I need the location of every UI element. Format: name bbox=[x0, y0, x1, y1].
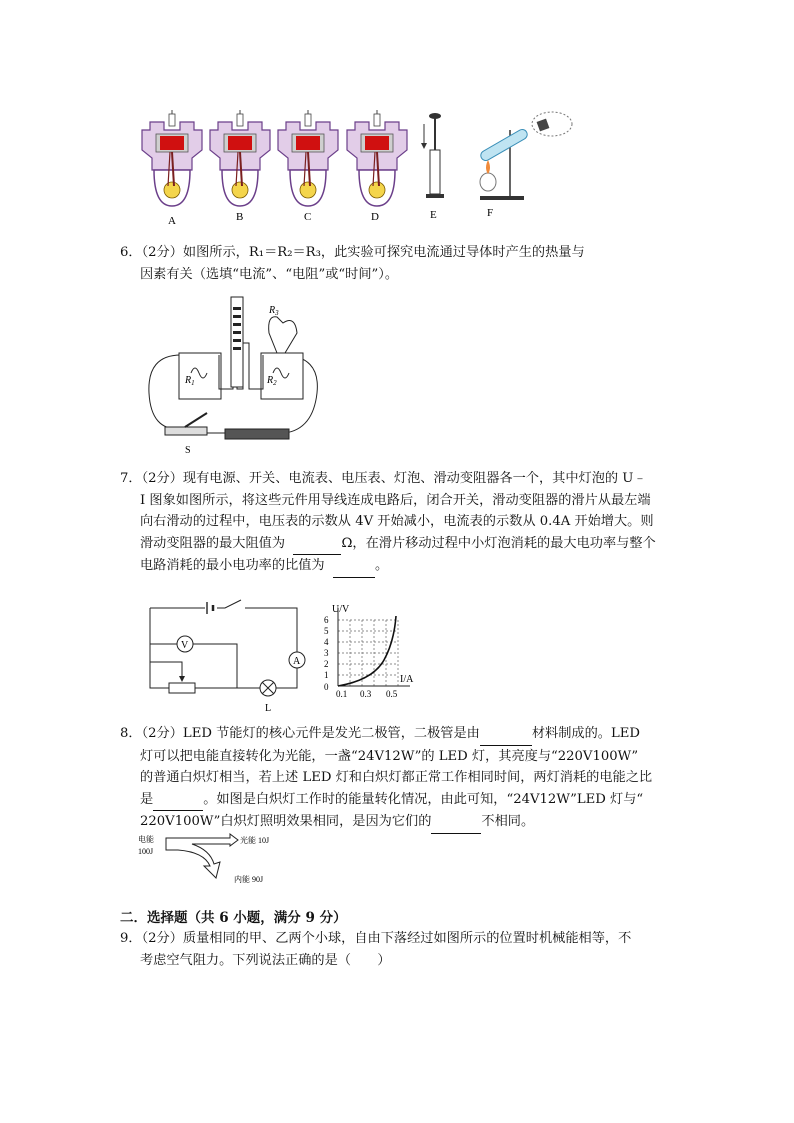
answer-blank[interactable] bbox=[333, 555, 375, 578]
svg-text:V: V bbox=[181, 640, 189, 651]
svg-text:4: 4 bbox=[324, 637, 329, 647]
svg-text:0.5: 0.5 bbox=[386, 689, 398, 699]
svg-text:R2: $R_2$ bbox=[267, 375, 277, 387]
svg-text:6: 6 bbox=[324, 615, 329, 625]
svg-text:C: C bbox=[304, 211, 312, 223]
svg-text:0: 0 bbox=[324, 682, 329, 692]
answer-blank[interactable] bbox=[153, 789, 203, 812]
svg-text:L: L bbox=[265, 703, 272, 714]
svg-text:2: 2 bbox=[324, 659, 329, 669]
svg-text:5: 5 bbox=[324, 626, 329, 636]
svg-text:R3: $R_3$ bbox=[269, 305, 279, 317]
section-heading: 二．选择题（共 6 小题，满分 9 分） bbox=[120, 910, 347, 926]
svg-text:E: E bbox=[430, 209, 437, 221]
engine-c bbox=[278, 110, 338, 206]
svg-text:D: D bbox=[371, 211, 379, 223]
svg-text:A: A bbox=[168, 215, 176, 227]
figure-ui-graph bbox=[318, 602, 428, 702]
svg-text:B: B bbox=[236, 211, 244, 223]
svg-text:1: 1 bbox=[324, 670, 329, 680]
question-7: 7．（2分）现有电源、开关、电流表、电压表、灯泡、滑动变阻器各一个，其中灯泡的 U﹣ I 图象如图所示，将这些元件用导线连成电路后，闭合开关，滑动变阻器的滑片从最左端 向右滑动的过程中，电压表的示数从 4V 开始减小，电流表的示数从 0.4A 开始增大。则 滑动变阻器的最大阻值为 Ω，在滑片移动过程中小灯泡消耗的最大电功率与整个 电路消耗的最小电功率的比值为 。 bbox=[120, 468, 680, 578]
svg-text:F: F bbox=[487, 207, 494, 219]
answer-blank[interactable] bbox=[480, 723, 532, 746]
svg-text:S: S bbox=[185, 445, 191, 456]
question-9: 9．（2分）质量相同的甲、乙两个小球，自由下落经过如图所示的位置时机械能相等，不 考虑空气阻力。下列说法正确的是（ ） bbox=[120, 931, 632, 968]
engine-d bbox=[347, 110, 407, 206]
figure-energy-flow bbox=[138, 830, 288, 888]
ui-curve bbox=[338, 616, 396, 686]
question-6: 6．（2分）如图所示，R₁＝R₂＝R₃，此实验可探究电流通过导体时产生的热量与 因素有关（选填“电流”、“电阻”或“时间”）。 bbox=[120, 245, 585, 282]
svg-text:电能: 电能 bbox=[138, 835, 154, 844]
svg-text:U/V: U/V bbox=[332, 604, 350, 615]
engine-a bbox=[142, 110, 202, 206]
air-pump-icon bbox=[421, 113, 444, 198]
svg-text:0.1: 0.1 bbox=[336, 689, 348, 699]
figure-engine-strokes bbox=[140, 110, 580, 228]
svg-text:A: A bbox=[293, 656, 301, 667]
svg-text:100J: 100J bbox=[138, 847, 154, 856]
svg-text:3: 3 bbox=[324, 648, 329, 658]
svg-text:R1: $R_1$ bbox=[185, 375, 195, 387]
svg-text:0.3: 0.3 bbox=[360, 689, 372, 699]
question-8: 8．（2分）LED 节能灯的核心元件是发光二极管，二极管是由 材料制成的。LED 灯可以把电能直接转化为光能，一盏“24V12W”的 LED 灯，其亮度与“220V100W” 的普通白炽灯相当，若上述 LED 灯和白炽灯都正常工作相同时间，两灯消耗的电能之比 是 。如图是白炽灯工作时的能量转化情况，由此可知，“24V12W”LED 灯与“ 220V100W”白炽灯照明效果相同，是因为它们的 不相同。 bbox=[120, 723, 680, 834]
test-tube-heating-icon bbox=[479, 112, 572, 200]
figure-heating-circuit bbox=[145, 293, 325, 457]
engine-b bbox=[210, 110, 270, 206]
figure-q7-circuit bbox=[145, 596, 310, 714]
fig5-labels bbox=[168, 207, 493, 227]
svg-text:I/A: I/A bbox=[400, 674, 414, 685]
svg-text:内能 90J: 内能 90J bbox=[234, 875, 264, 884]
answer-blank[interactable] bbox=[431, 811, 481, 834]
answer-blank[interactable] bbox=[293, 533, 341, 556]
svg-text:光能 10J: 光能 10J bbox=[240, 836, 270, 845]
